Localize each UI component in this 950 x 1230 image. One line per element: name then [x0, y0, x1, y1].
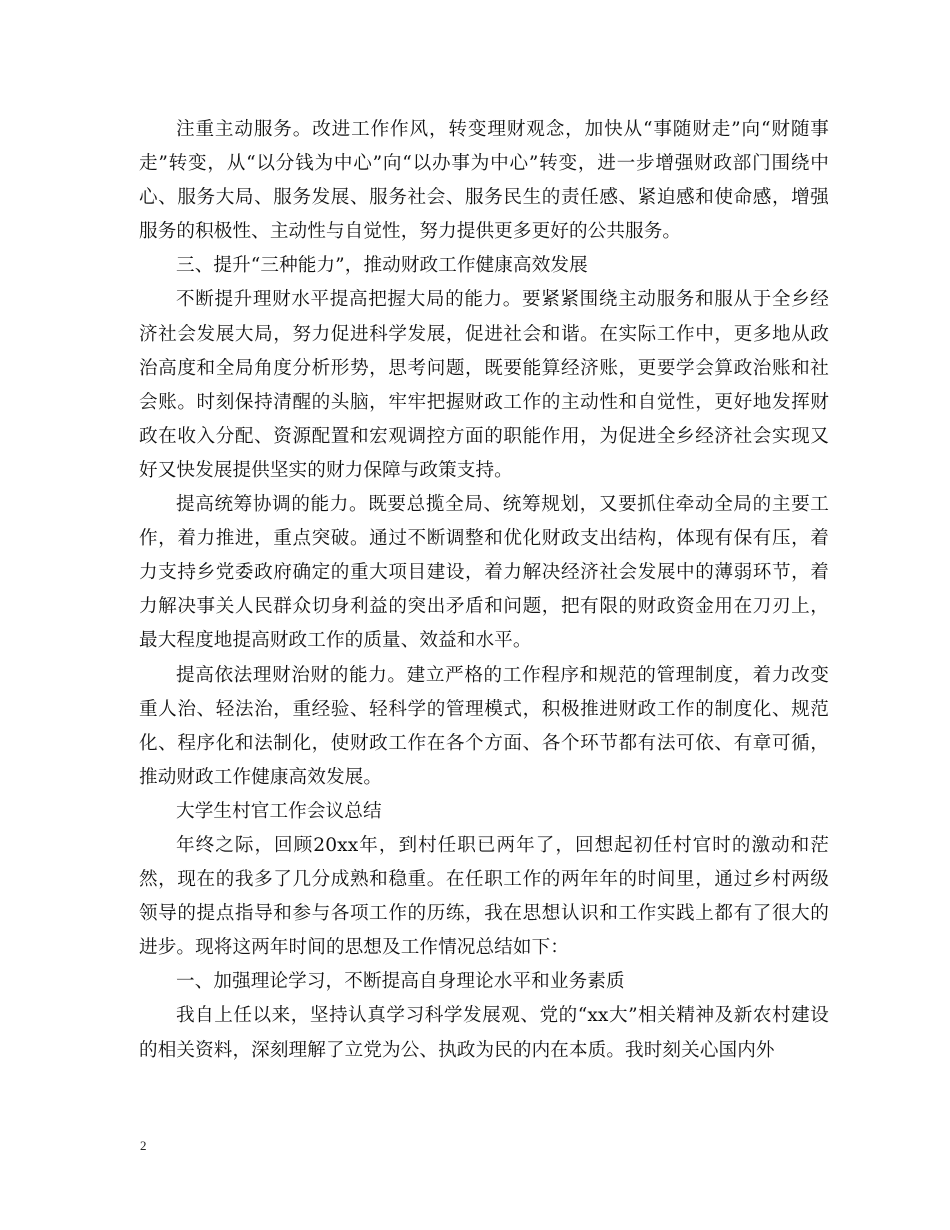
section-heading-three-abilities: 三、提升“三种能力”，推动财政工作健康高效发展 — [176, 255, 588, 277]
paragraph-coordination-ability: 提高统筹协调的能力。既要总揽全局、统筹规划，又要抓住牵动全局的主要工作，着力推进，重点突破。通过不断调整和优化财政支出结构，体现有保有压，着力支持乡党委政府确定的重大项目建设，着力解决经济社会发展中的薄弱环节，着力解决事关人民群众切身利益的突出矛盾和问题，把有限的财政资金用在刀刃上，最大程度地提高财政工作的质量、效益和水平。 — [139, 494, 829, 652]
paragraph-study-since-appointment: 我自上任以来，坚持认真学习科学发展观、党的“xx大”相关精神及新农村建设的相关资料，深刻理解了立党为公、执政为民的内在本质。我时刻关心国内外 — [139, 1005, 829, 1061]
paragraph-overall-situation-ability: 不断提升理财水平提高把握大局的能力。要紧紧围绕主动服务和服从于全乡经济社会发展大局，努力促进科学发展，促进社会和谐。在实际工作中，更多地从政治高度和全局角度分析形势，思考问题，既要能算经济账，更要学会算政治账和社会账。时刻保持清醒的头脑，牢牢把握财政工作的主动性和自觉性，更好地发挥财政在收入分配、资源配置和宏观调控方面的职能作用，为促进全乡经济社会实现又好又快发展提供坚实的财力保障与政策支持。 — [139, 289, 829, 481]
page-number: 2 — [140, 1138, 147, 1153]
paragraph-rule-of-law-ability: 提高依法理财治财的能力。建立严格的工作程序和规范的管理制度，着力改变重人治、轻法治，重经验、轻科学的管理模式，积极推进财政工作的制度化、规范化、程序化和法制化，使财政工作在各个方面、各个环节都有法可依、有章可循，推动财政工作健康高效发展。 — [139, 664, 829, 788]
document-body — [139, 113, 829, 1068]
paragraph-year-end-review: 年终之际，回顾20xx年，到村任职已两年了，回想起初任村官时的激动和茫然，现在的我多了几分成熟和稳重。在任职工作的两年年的时间里，通过乡村两级领导的提点指导和参与各项工作的历练，我在思想认识和工作实践上都有了很大的进步。现将这两年时间的思想及工作情况总结如下： — [139, 834, 829, 959]
document-title-village-official-summary: 大学生村官工作会议总结 — [176, 800, 382, 822]
section-heading-theory-study: 一、加强理论学习，不断提高自身理论水平和业务素质 — [176, 971, 625, 993]
paragraph-active-service: 注重主动服务。改进工作作风，转变理财观念，加快从“事随财走”向“财随事走”转变，从“以分钱为中心”向“以办事为中心”转变，进一步增强财政部门围绕中心、服务大局、服务发展、服务社会、服务民生的责任感、紧迫感和使命感，增强服务的积极性、主动性与自觉性，努力提供更多更好的公共服务。 — [139, 119, 829, 243]
